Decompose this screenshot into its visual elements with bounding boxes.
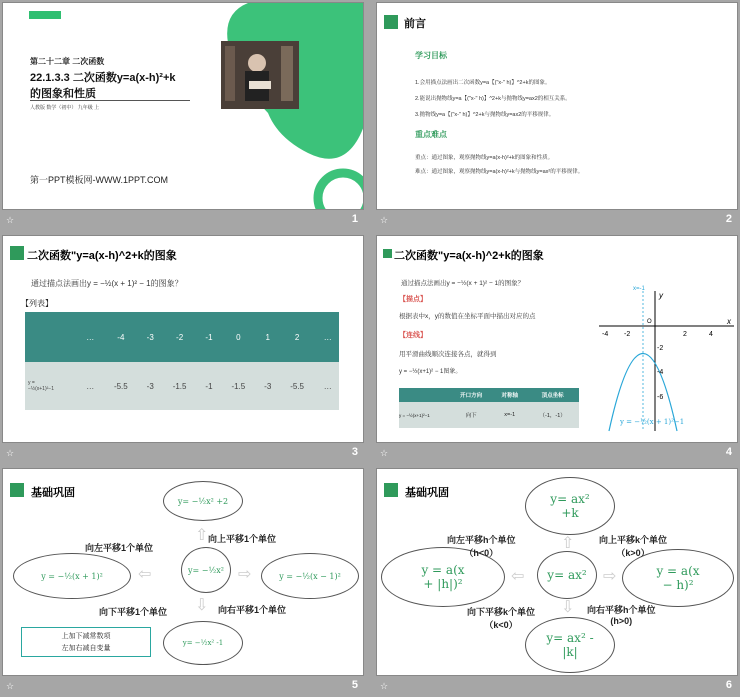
goals-heading: 学习目标	[415, 51, 447, 60]
star-icon: ☆	[380, 448, 389, 458]
shift-left-label	[447, 533, 516, 559]
y-tick: -6	[657, 394, 664, 401]
right-arrow-icon: ⇨	[238, 566, 252, 583]
header-cell: 1	[265, 332, 270, 342]
table-cell: -1.5	[172, 381, 187, 391]
site-text: 第一PPT模板网-WWW.1PPT.COM	[30, 175, 168, 185]
bottom-formula-ellipse: y= −½x² -1	[163, 621, 243, 665]
slide-footer-6	[376, 677, 738, 695]
row-label-top: y =	[28, 380, 35, 386]
right-formula-line1: y = a(x	[656, 564, 700, 578]
table-cell: （-1，-1）	[539, 413, 566, 419]
prompt-text: 通过描点法画出y = −½(x + 1)² − 1的图象？	[401, 280, 525, 287]
chapter-label: 第二十二章 二次函数	[30, 57, 105, 66]
table-cell: 向下	[465, 413, 477, 419]
accent-bar	[29, 11, 61, 19]
table-cell: y = −½(x+1)²−1	[399, 412, 430, 418]
title-divider	[30, 100, 190, 101]
table-cell: -5.5	[290, 381, 304, 391]
star-icon: ☆	[380, 215, 389, 225]
slide-title: 二次函数"y=a(x-h)^2+k的图象	[394, 250, 544, 262]
key-heading: 重点难点	[415, 130, 447, 139]
x-axis-label: x	[727, 317, 731, 326]
value-table	[25, 312, 339, 410]
table-cell: -1	[205, 381, 213, 391]
table-row	[399, 402, 579, 428]
curve-label: y = −½(x + 1)²−1	[620, 418, 685, 426]
slide-number: 1	[351, 213, 358, 225]
step2-text: 用平滑曲线顺次连接各点，就得到	[399, 351, 497, 358]
slide-footer-1	[2, 211, 364, 229]
title-square-icon	[10, 483, 24, 497]
header-cell: …	[323, 332, 332, 342]
goal-2: 2.能说出抛物线y=a【("x-" h)】^2+k与抛物线y=ax2的相互关系。	[415, 96, 571, 102]
star-icon: ☆	[6, 215, 15, 225]
shift-down-label	[467, 605, 535, 631]
top-formula-ellipse	[525, 477, 615, 535]
star-icon: ☆	[380, 681, 389, 691]
key-point-1: 重点：通过图象，观察抛物线y=a(x-h)²+k的图象和性质。	[415, 155, 554, 161]
header-cell: 0	[236, 332, 241, 342]
slide-title: 二次函数"y=a(x-h)^2+k的图象	[27, 250, 177, 262]
section-label: 【列表】	[21, 299, 53, 308]
slide-title: 基础巩固	[405, 487, 449, 499]
bottom-formula-line2: |k|	[562, 645, 578, 659]
origin-label: O	[647, 319, 652, 325]
slide-number: 5	[351, 679, 358, 691]
top-formula-ellipse: y= −½x² +2	[163, 481, 243, 521]
shift-up-condition: （k>0）	[616, 548, 650, 558]
slide-number: 2	[725, 213, 732, 225]
rule-note-box	[21, 627, 151, 657]
slide-title: 基础巩固	[31, 487, 75, 499]
left-formula-ellipse: y = −½(x + 1)²	[13, 553, 131, 599]
slide-title-line1: 22.1.3.3 二次函数y=a(x-h)²+k	[30, 72, 176, 84]
up-arrow-icon: ⇧	[195, 527, 209, 544]
table-cell: -1.5	[231, 381, 246, 391]
slide-footer-3	[2, 444, 364, 462]
title-square-icon	[383, 249, 392, 258]
shift-right-condition: (h>0)	[610, 616, 633, 626]
header-cell: 对称轴	[501, 393, 518, 399]
slide-3	[2, 235, 364, 443]
title-square-icon	[10, 246, 24, 260]
step1-text: 根据表中x，y的数值在坐标平面中描出对应的点	[399, 313, 536, 320]
title-square-icon	[384, 483, 398, 497]
table-row	[25, 362, 339, 410]
property-table	[399, 388, 579, 428]
header-cell: 2	[294, 332, 300, 342]
slide-number: 6	[725, 679, 732, 691]
right-arrow-icon: ⇨	[603, 568, 617, 585]
y-axis-label: y	[659, 291, 663, 300]
table-cell: …	[323, 381, 332, 391]
rule-note-line1: 上加下减常数项	[61, 633, 111, 640]
header-cell: -2	[176, 332, 184, 342]
header-cell: 顶点坐标	[541, 393, 564, 399]
right-formula-ellipse: y = −½(x − 1)²	[261, 553, 359, 599]
meta-text: 人教版 数学（初中） 九年级 上	[30, 105, 100, 111]
slide-number: 4	[725, 446, 732, 458]
x-tick: -4	[602, 331, 609, 338]
table-cell: -5.5	[113, 381, 128, 391]
step2-text2: y = −½(x+1)² − 1图象。	[399, 369, 462, 375]
goal-3: 3.抛物线y=a【("x-" h)】^2+k与抛物线y=ax2的平移规律。	[415, 112, 555, 118]
symmetry-label: x=-1	[633, 286, 645, 292]
slide-footer-5	[2, 677, 364, 695]
parabola-graph	[589, 286, 738, 436]
y-tick: -2	[657, 345, 664, 352]
shift-left-label: 向左平移1个单位	[85, 543, 154, 553]
slide-footer-2	[376, 211, 738, 229]
header-cell: -4	[117, 332, 125, 342]
shift-right-label	[587, 603, 656, 626]
left-formula-line1: y = a(x	[421, 563, 465, 577]
up-arrow-icon: ⇧	[561, 535, 575, 552]
slide-2	[376, 2, 738, 210]
right-formula-line2: − h)²	[662, 578, 694, 592]
top-formula-line2: +k	[561, 506, 579, 520]
slide-number: 3	[351, 446, 358, 458]
table-cell: x=-1	[504, 412, 516, 418]
down-arrow-icon: ⇩	[561, 599, 575, 616]
header-cell: -3	[146, 332, 154, 342]
key-point-2: 难点：通过图象，观察抛物线y=a(x-h)²+k与抛物线y=ax²的平移规律。	[415, 169, 584, 175]
slide-title-line2: 的图象和性质	[30, 88, 96, 100]
center-formula-ellipse: y= ax²	[537, 551, 597, 599]
slide-1	[2, 2, 364, 210]
center-formula-ellipse: y= −½x²	[181, 547, 231, 593]
goal-1: 1.会用描点法画出二次函数y=a【("x-" h)】^2+k的图象。	[415, 80, 551, 86]
table-header-row	[25, 312, 339, 362]
photo-person-reading	[221, 41, 299, 109]
left-arrow-icon: ⇦	[511, 568, 525, 585]
x-tick: 2	[683, 331, 687, 338]
header-cell	[25, 312, 79, 362]
slide-5	[2, 468, 364, 676]
title-square-icon	[384, 15, 398, 29]
shift-right-label: 向右平移1个单位	[218, 605, 287, 615]
shift-down-text: 向下平移k个单位	[467, 607, 536, 617]
star-icon: ☆	[6, 681, 15, 691]
slide-footer-4	[376, 444, 738, 462]
prompt-text: 通过描点法画出y = −½(x + 1)² − 1的图象？	[31, 279, 183, 288]
header-cell: 开口方向	[460, 393, 483, 399]
rule-note-line2: 左加右减自变量	[61, 645, 111, 652]
table-cell: -3	[264, 381, 272, 391]
table-cell: -3	[146, 381, 154, 391]
header-cell	[399, 388, 449, 402]
bottom-formula-line1: y= ax² -	[546, 631, 594, 645]
step1-label: 【描点】	[399, 296, 427, 303]
shift-down-condition: （k<0）	[484, 620, 518, 630]
shift-up-text: 向上平移k个单位	[599, 535, 668, 545]
shift-up-label: 向上平移1个单位	[208, 534, 277, 544]
shift-up-label	[599, 533, 667, 559]
shift-right-text: 向右平移h个单位	[587, 605, 656, 615]
row-label	[25, 362, 79, 410]
shift-left-condition: （h<0）	[464, 548, 499, 558]
table-header-row	[399, 388, 579, 402]
star-icon: ☆	[6, 448, 15, 458]
left-arrow-icon: ⇦	[138, 566, 152, 583]
row-label-expr: −½(x+1)²−1	[28, 386, 54, 392]
shift-left-text: 向左平移h个单位	[447, 535, 516, 545]
shift-down-label: 向下平移1个单位	[99, 607, 168, 617]
x-tick: 4	[709, 331, 713, 338]
slide-title: 前言	[404, 18, 426, 30]
left-formula-line2: + |h|)²	[423, 577, 463, 591]
table-cell: …	[86, 381, 95, 391]
header-cell: …	[86, 332, 95, 342]
down-arrow-icon: ⇩	[195, 597, 209, 614]
step2-label: 【连线】	[399, 332, 427, 339]
slide-4	[376, 235, 738, 443]
top-formula-line1: y= ax²	[550, 492, 590, 506]
header-cell: -1	[205, 332, 213, 342]
x-tick: -2	[624, 331, 631, 338]
y-tick: -4	[657, 369, 664, 376]
slide-6	[376, 468, 738, 676]
